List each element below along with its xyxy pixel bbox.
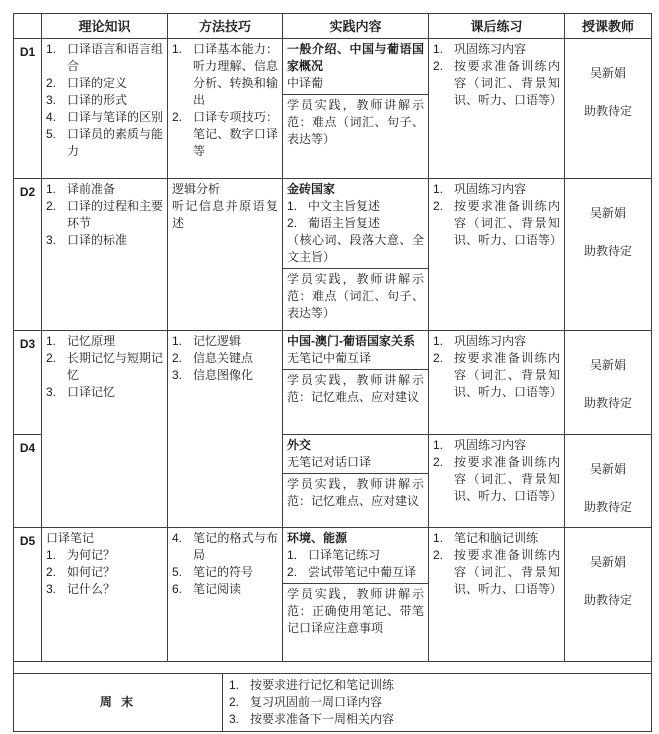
list-item: 3. 信息图像化: [172, 368, 254, 382]
list-item: 3. 按要求准备下一周相关内容: [229, 712, 395, 726]
list-item: 2. 长期记忆与短期记忆: [46, 351, 164, 382]
list-item: 6. 笔记阅读: [172, 582, 242, 596]
list-item: 1. 中文主旨复述: [287, 199, 381, 213]
theory-list: [46, 530, 163, 598]
methods-list: [172, 530, 278, 598]
list-item: 2. 口译专项技巧：笔记、数字口译等: [172, 110, 279, 158]
methods-list: [172, 41, 278, 160]
list-item: 2. 按要求准备训练内容（词汇、背景知识、听力、口语等）: [433, 548, 563, 596]
teacher-cell: [565, 528, 652, 662]
list-item: 1. 为何记？: [46, 548, 116, 562]
list-item: 1. 巩固练习内容: [433, 42, 527, 56]
list-item: 逻辑分析: [172, 182, 221, 196]
teacher-name: 吴新娟: [590, 206, 627, 220]
list-item: 3. 口译的标准: [46, 233, 128, 247]
spacer-cell: [14, 662, 652, 674]
methods-list: [172, 181, 278, 232]
practice-title: 外交: [287, 438, 312, 452]
practice-list: [287, 547, 424, 581]
list-item: 1. 巩固练习内容: [433, 334, 527, 348]
list-item: 2. 信息关键点: [172, 351, 254, 365]
list-item: 1. 译前准备: [46, 182, 116, 196]
list-item: （核心词、段落大意、全文主旨）: [287, 233, 425, 264]
theory-cell: [42, 39, 168, 179]
practice-demo-note: 学员实践，教师讲解示范：记忆难点、应对建议: [287, 373, 425, 404]
day-label: D1: [14, 39, 42, 179]
teacher-cell: [565, 39, 652, 179]
corner-cell: [14, 14, 42, 39]
homework-list: [433, 181, 563, 249]
list-item: 2. 尝试带笔记中葡互译: [287, 565, 417, 579]
list-item: 无笔记中葡互译: [287, 351, 372, 365]
day-label: D3: [14, 331, 42, 435]
practice-cell: [283, 331, 429, 435]
col-header-theory: 理论知识: [42, 14, 168, 39]
homework-cell: [429, 528, 565, 662]
table-row-d3: [14, 331, 652, 435]
table-row-d2: [14, 179, 652, 331]
practice-demo-note: 学员实践，教师讲解示范：难点（词汇、句子、表达等）: [287, 272, 425, 320]
list-item: 2. 按要求准备训练内容（词汇、背景知识、听力、口语等）: [433, 455, 563, 503]
practice-title: 环境、能源: [287, 531, 348, 545]
practice-topic: [283, 331, 428, 370]
day-label: D2: [14, 179, 42, 331]
col-header-methods: 方法技巧: [168, 14, 283, 39]
practice-cell: [283, 435, 429, 528]
homework-list: [433, 530, 563, 598]
list-item: 2. 葡语主旨复述: [287, 216, 381, 230]
list-item: 中译葡: [287, 76, 324, 90]
methods-cell: [168, 179, 283, 331]
homework-list: [433, 41, 563, 109]
day-label: D5: [14, 528, 42, 662]
methods-cell: [168, 528, 283, 662]
theory-cell: [42, 179, 168, 331]
practice-list: [287, 198, 424, 266]
list-item: 2. 口译的定义: [46, 76, 128, 90]
list-item: 5. 口译员的素质与能力: [46, 127, 164, 158]
list-item: 2. 如何记？: [46, 565, 116, 579]
list-item: 听记信息并原语复述: [172, 199, 279, 230]
assistant-name: 助教待定: [584, 593, 633, 607]
assistant-name: 助教待定: [584, 104, 633, 118]
list-item: 2. 按要求准备训练内容（词汇、背景知识、听力、口语等）: [433, 199, 563, 247]
homework-cell: [429, 179, 565, 331]
teacher-name: 吴新娟: [590, 66, 627, 80]
theory-list: [46, 181, 163, 249]
weekend-label: 周 末: [14, 674, 223, 732]
practice-title: 金砖国家: [287, 182, 336, 196]
practice-topic: [283, 39, 428, 95]
practice-cell: [283, 39, 429, 179]
table-row-d1: [14, 39, 652, 179]
practice-topic: [283, 435, 428, 474]
theory-list: [46, 333, 163, 401]
header-row: [14, 14, 652, 39]
homework-cell: [429, 331, 565, 435]
homework-list: [433, 333, 563, 401]
assistant-name: 助教待定: [584, 244, 633, 258]
weekend-content-cell: [223, 674, 652, 732]
methods-list: [172, 333, 278, 384]
list-item: 3. 记什么？: [46, 582, 116, 596]
list-item: 口译笔记: [46, 531, 95, 545]
list-item: 1. 巩固练习内容: [433, 182, 527, 196]
list-item: 4. 笔记的格式与布局: [172, 531, 279, 562]
practice-title: 中国-澳门-葡语国家关系: [287, 334, 416, 348]
teacher-cell: [565, 435, 652, 528]
homework-cell: [429, 435, 565, 528]
schedule-table: [13, 13, 652, 732]
table-row-d5: [14, 528, 652, 662]
list-item: 1. 巩固练习内容: [433, 438, 527, 452]
col-header-practice: 实践内容: [283, 14, 429, 39]
practice-list: [287, 350, 424, 367]
list-item: 5. 笔记的符号: [172, 565, 254, 579]
assistant-name: 助教待定: [584, 500, 633, 514]
col-header-teacher: 授课教师: [565, 14, 652, 39]
theory-cell: [42, 331, 168, 528]
list-item: 2. 按要求准备训练内容（词汇、背景知识、听力、口语等）: [433, 351, 563, 399]
teacher-cell: [565, 331, 652, 435]
teacher-cell: [565, 179, 652, 331]
practice-list: [287, 75, 424, 92]
practice-topic: [283, 528, 428, 584]
practice-cell: [283, 179, 429, 331]
list-item: 1. 记忆逻辑: [172, 334, 242, 348]
list-item: 2. 复习巩固前一周口译内容: [229, 695, 383, 709]
practice-demo-note: 学员实践，教师讲解示范：记忆难点、应对建议: [287, 477, 425, 508]
practice-demo-note: 学员实践，教师讲解示范：正确使用笔记、带笔记口译应注意事项: [287, 587, 425, 635]
list-item: 2. 口译的过程和主要环节: [46, 199, 164, 230]
list-item: 1. 记忆原理: [46, 334, 116, 348]
teacher-name: 吴新娟: [590, 358, 627, 372]
list-item: 2. 按要求准备训练内容（词汇、背景知识、听力、口语等）: [433, 59, 563, 107]
homework-list: [433, 437, 563, 505]
assistant-name: 助教待定: [584, 396, 633, 410]
list-item: 3. 口译记忆: [46, 385, 116, 399]
practice-demo-note: 学员实践，教师讲解示范：难点（词汇、句子、表达等）: [287, 98, 425, 146]
list-item: 3. 口译的形式: [46, 93, 128, 107]
list-item: 1. 笔记和脑记训练: [433, 531, 539, 545]
teacher-name: 吴新娟: [590, 462, 627, 476]
list-item: 1. 口译语言和语言组合: [46, 42, 164, 73]
homework-cell: [429, 39, 565, 179]
list-item: 1. 按要求进行记忆和笔记训练: [229, 678, 395, 692]
weekend-task-list: [229, 677, 645, 728]
spacer-row: [14, 662, 652, 674]
practice-list: [287, 454, 424, 471]
list-item: 4. 口译与笔译的区别: [46, 110, 164, 124]
practice-cell: [283, 528, 429, 662]
methods-cell: [168, 331, 283, 528]
col-header-homework: 课后练习: [429, 14, 565, 39]
day-label: D4: [14, 435, 42, 528]
list-item: 无笔记对话口译: [287, 455, 372, 469]
list-item: 1. 口译笔记练习: [287, 548, 381, 562]
theory-list: [46, 41, 163, 160]
practice-title: 一般介绍、中国与葡语国家概况: [287, 42, 425, 73]
practice-topic: [283, 179, 428, 269]
list-item: 1. 口译基本能力：听力理解、信息分析、转换和输出: [172, 42, 279, 107]
table-row-weekend: [14, 674, 652, 732]
theory-cell: [42, 528, 168, 662]
methods-cell: [168, 39, 283, 179]
teacher-name: 吴新娟: [590, 555, 627, 569]
